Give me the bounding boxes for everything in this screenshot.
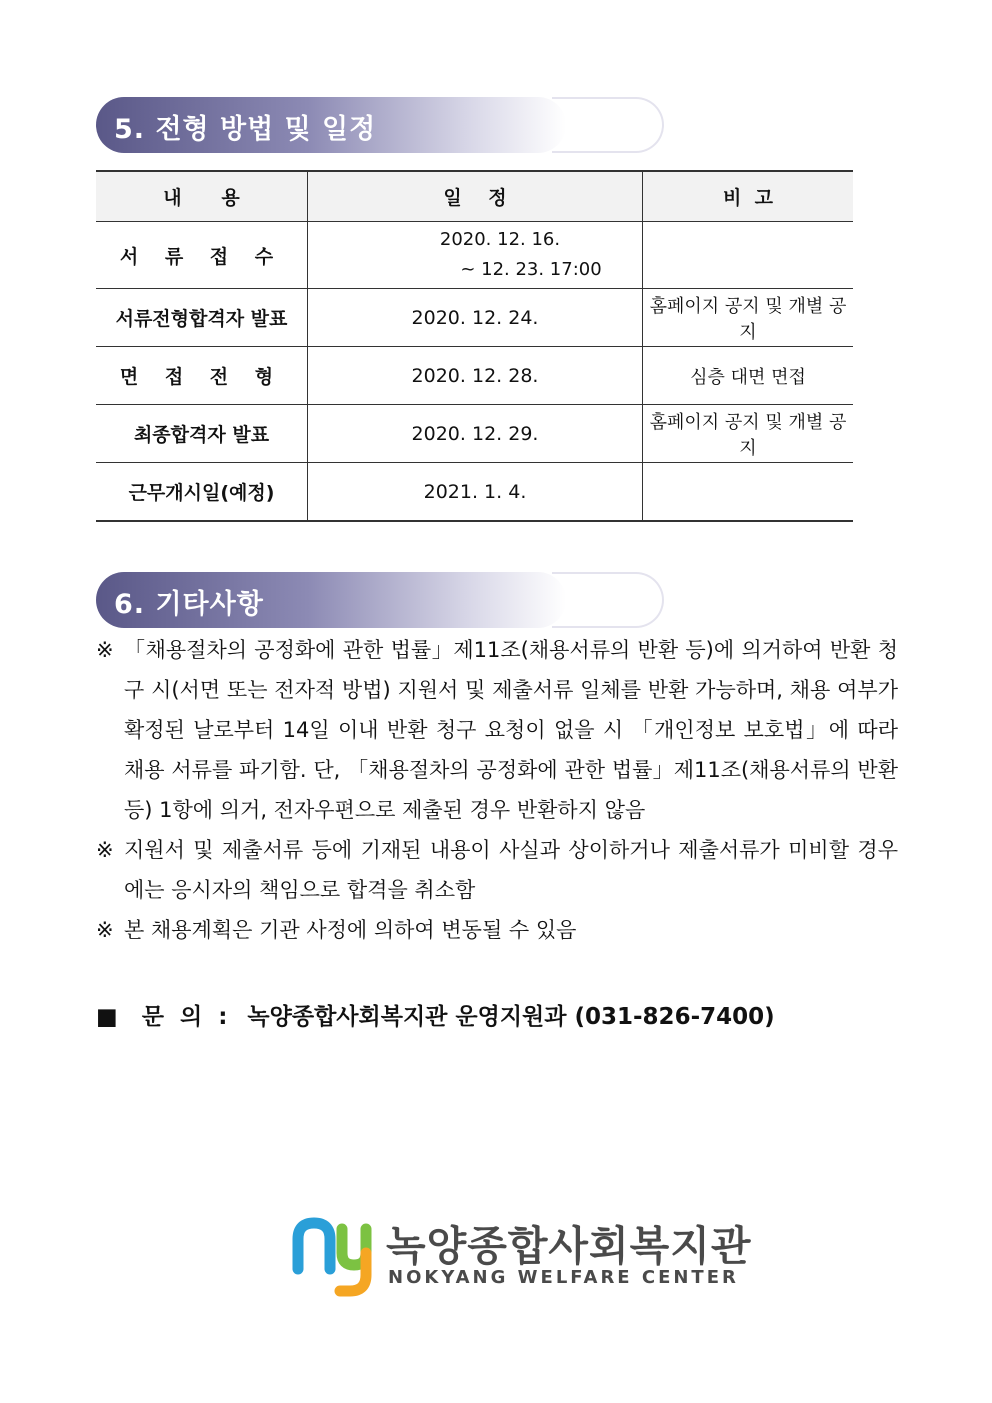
organization-logo <box>290 1205 752 1300</box>
row-date-line1: 2020. 12. 16. <box>439 229 561 250</box>
inquiry-line <box>96 998 775 1031</box>
note-text: 본 채용계획은 기관 사정에 의하여 변동될 수 있음 <box>124 918 577 942</box>
reference-mark: ※ <box>96 638 114 662</box>
row-content: 최종합격자 발표 <box>96 405 308 463</box>
logo-name: 녹양종합사회복지관 <box>386 1222 752 1270</box>
note-item <box>96 630 898 830</box>
table-row <box>96 289 853 347</box>
section-6-header <box>96 572 606 628</box>
note-text: 「채용절차의 공정화에 관한 법률」제11조(채용서류의 반환 등)에 의거하여 반환 청구 시(서면 또는 전자적 방법) 지원서 및 제출서류 일체를 반환 가능하며, 채용 여부가 확정된 날로부터 14일 이내 반환 청구 요청이 없을 시 「개인정보 보호법」에 따라 채용 서류를 파기함. 단, 「채용절차의 공정화에 관한 법률」제11조(채용서류의 반환 등) 1항에 의거, 전자우편으로 제출된 경우 반환하지 않음 <box>124 638 898 822</box>
row-date-line2: ~ 12. 23. 17:00 <box>460 259 602 280</box>
section-5-title: 5. 전형 방법 및 일정 <box>114 114 377 145</box>
row-note: 심층 대면 면접 <box>643 347 854 405</box>
row-content: 서류전형합격자 발표 <box>96 289 308 347</box>
row-date: 2020. 12. 29. <box>308 405 643 463</box>
row-date: 2020. 12. 24. <box>308 289 643 347</box>
row-content: 서 류 접 수 <box>96 222 308 289</box>
header-content: 내 용 <box>96 171 308 222</box>
row-note: 홈페이지 공지 및 개별 공지 <box>643 405 854 463</box>
table-row <box>96 222 853 289</box>
logo-subtitle: NOKYANG WELFARE CENTER <box>388 1267 739 1288</box>
table-header-row <box>96 171 853 222</box>
section-header-arc <box>552 97 664 153</box>
table-row <box>96 463 853 522</box>
inquiry-text: 녹양종합사회복지관 운영지원과 (031-826-7400) <box>247 1004 775 1030</box>
row-date: 2020. 12. 28. <box>308 347 643 405</box>
schedule-table <box>96 170 853 522</box>
header-date: 일 정 <box>308 171 643 222</box>
reference-mark: ※ <box>96 838 114 862</box>
row-note <box>643 222 854 289</box>
ny-logo-mark-icon <box>290 1209 376 1299</box>
section-5-header <box>96 97 606 153</box>
header-note: 비 고 <box>643 171 854 222</box>
note-item <box>96 830 898 910</box>
section-6-title: 6. 기타사항 <box>114 589 264 620</box>
row-content: 면 접 전 형 <box>96 347 308 405</box>
section-header-arc <box>552 572 664 628</box>
row-date: 2021. 1. 4. <box>308 463 643 522</box>
square-bullet-icon: ■ <box>96 1004 118 1030</box>
table-row <box>96 347 853 405</box>
row-note <box>643 463 854 522</box>
notes-list <box>96 630 898 950</box>
table-row <box>96 405 853 463</box>
note-text: 지원서 및 제출서류 등에 기재된 내용이 사실과 상이하거나 제출서류가 미비할 경우에는 응시자의 책임으로 합격을 취소함 <box>124 838 898 902</box>
row-content: 근무개시일(예정) <box>96 463 308 522</box>
row-date <box>308 222 643 289</box>
row-note: 홈페이지 공지 및 개별 공지 <box>643 289 854 347</box>
note-item <box>96 910 898 950</box>
reference-mark: ※ <box>96 918 114 942</box>
inquiry-label: 문 의 : <box>141 1004 232 1030</box>
